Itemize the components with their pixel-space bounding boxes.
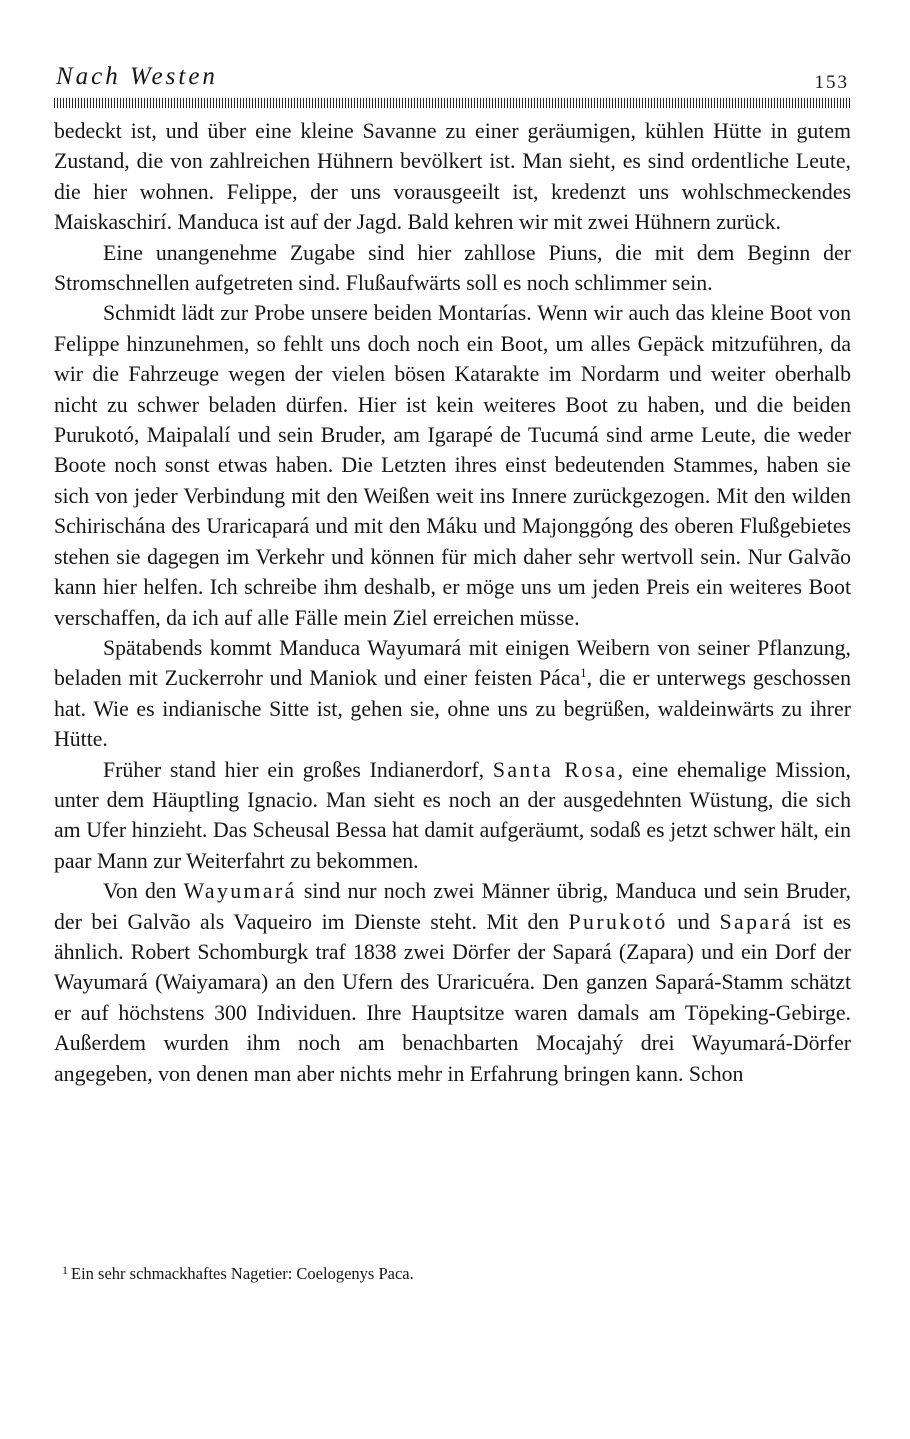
running-head <box>54 62 851 96</box>
paragraph-text: ist es ähnlich. Robert Schomburgk traf 1838 zwei Dörfer der Sapará (Zapara) und ein Dorf der Wayumará (Waiyamara) an den Ufern des Uraricuéra. Den ganzen Sapará-Stamm schätzt er auf höchstens 300 Individuen. Ihre Hauptsitze waren damals am Töpeking-Gebirge. Außerdem wurden ihm noch am benachbarten Mocajahý drei Wayumará-Dörfer angegeben, von denen man aber nichts mehr in Erfahrung bringen kann. Schon <box>54 909 852 1086</box>
page-number: 153 <box>814 72 849 93</box>
paragraph <box>54 298 851 632</box>
paragraph <box>54 633 851 755</box>
paragraph <box>54 755 851 877</box>
footnote <box>62 1259 414 1285</box>
paragraph-text: , eine ehemalige Mission, unter dem Häuptling Ignacio. Man sieht es noch an der ausgedehnten Wüstung, die sich am Ufer hinzieht. Das Scheusal Bessa hat damit aufgeräumt, sodaß es jetzt schwer hält, ein paar Mann zur Weiterfahrt zu bekommen. <box>54 757 852 873</box>
paragraph-text: , die er unterwegs geschossen hat. Wie es indianische Sitte ist, gehen sie, ohne uns zu begrüßen, waldeinwärts zu ihrer Hütte. <box>54 666 851 752</box>
paragraph <box>54 116 851 238</box>
paragraph-text: bedeckt ist, und über eine kleine Savanne zu einer geräumigen, kühlen Hütte in gutem Zustand, die von zahlreichen Hühnern bevölkert ist. Man sieht, es sind ordentliche Leute, die hier wohnen. Felippe, der uns vorausgeeilt ist, kredenzt uns wohlschmeckendes Maiskaschirí. Manduca ist auf der Jagd. Bald kehren wir mit zwei Hühnern zurück. <box>54 119 851 235</box>
paragraph-text: Schmidt lädt zur Probe unsere beiden Montarías. Wenn wir auch das kleine Boot von Felippe hinzunehmen, so fehlt uns doch noch ein Boot, um alles Gepäck mitzuführen, da wir die Fahrzeuge wegen der vielen bösen Katarakte im Nordarm und weiter oberhalb nicht zu schwer beladen dürfen. Hier ist kein weiteres Boot zu haben, und die beiden Purukotó, Maipalalí und sein Bruder, am Igarapé de Tucumá sind arme Leute, die weder Boote noch sonst etwas haben. Die Letzten ihres einst bedeutenden Stammes, haben sie sich von jeder Verbindung mit den Weißen weit ins Innere zurückgezogen. Mit den wilden Schirischána des Uraricapará und mit den Máku und Majonggóng des oberen Flußgebietes stehen sie dagegen im Verkehr und können für mich daher sehr wertvoll sein. Nur Galvão kann hier helfen. Ich schreibe ihm deshalb, er möge uns um jeden Preis ein weiteres Boot verschaffen, da ich auf alle Fälle mein Ziel erreichen müsse. <box>54 301 851 630</box>
paragraph-text: Spätabends kommt Manduca Wayumará mit einigen Weibern von seiner Pflanzung, beladen mit Zuckerrohr und Maniok und einer feisten Páca <box>54 635 851 691</box>
paragraph <box>54 876 851 1089</box>
header-rule <box>54 98 851 108</box>
paragraph-text: Von den <box>103 879 184 904</box>
paragraph-text: Eine unangenehme Zugabe sind hier zahllose Piuns, die mit dem Beginn der Stromschnellen aufgetreten sind. Flußaufwärts soll es noch schlimmer sein. <box>54 240 851 296</box>
spaced-name: Sapará <box>719 909 794 934</box>
spaced-name: Purukotó <box>568 909 668 934</box>
book-page <box>54 62 852 1283</box>
footnote-ref: 1 <box>580 665 587 681</box>
paragraph-text: sind nur noch zwei Männer übrig, Manduca und sein Bruder, der bei Galvão als Vaqueiro im Dienste steht. Mit den <box>54 879 851 934</box>
body-text <box>54 116 851 1089</box>
spaced-name: Wayumará <box>183 879 297 904</box>
spaced-name: Santa Rosa <box>492 757 618 782</box>
paragraph-text: Früher stand hier ein großes Indianerdorf, <box>103 757 493 782</box>
paragraph-text: und <box>667 909 720 934</box>
running-head-title: Nach Westen <box>56 63 218 90</box>
paragraph <box>54 238 851 299</box>
footnote-number: 1 <box>62 1263 68 1277</box>
footnote-text: Ein sehr schmackhaftes Nagetier: Coelogenys Paca. <box>71 1264 414 1283</box>
